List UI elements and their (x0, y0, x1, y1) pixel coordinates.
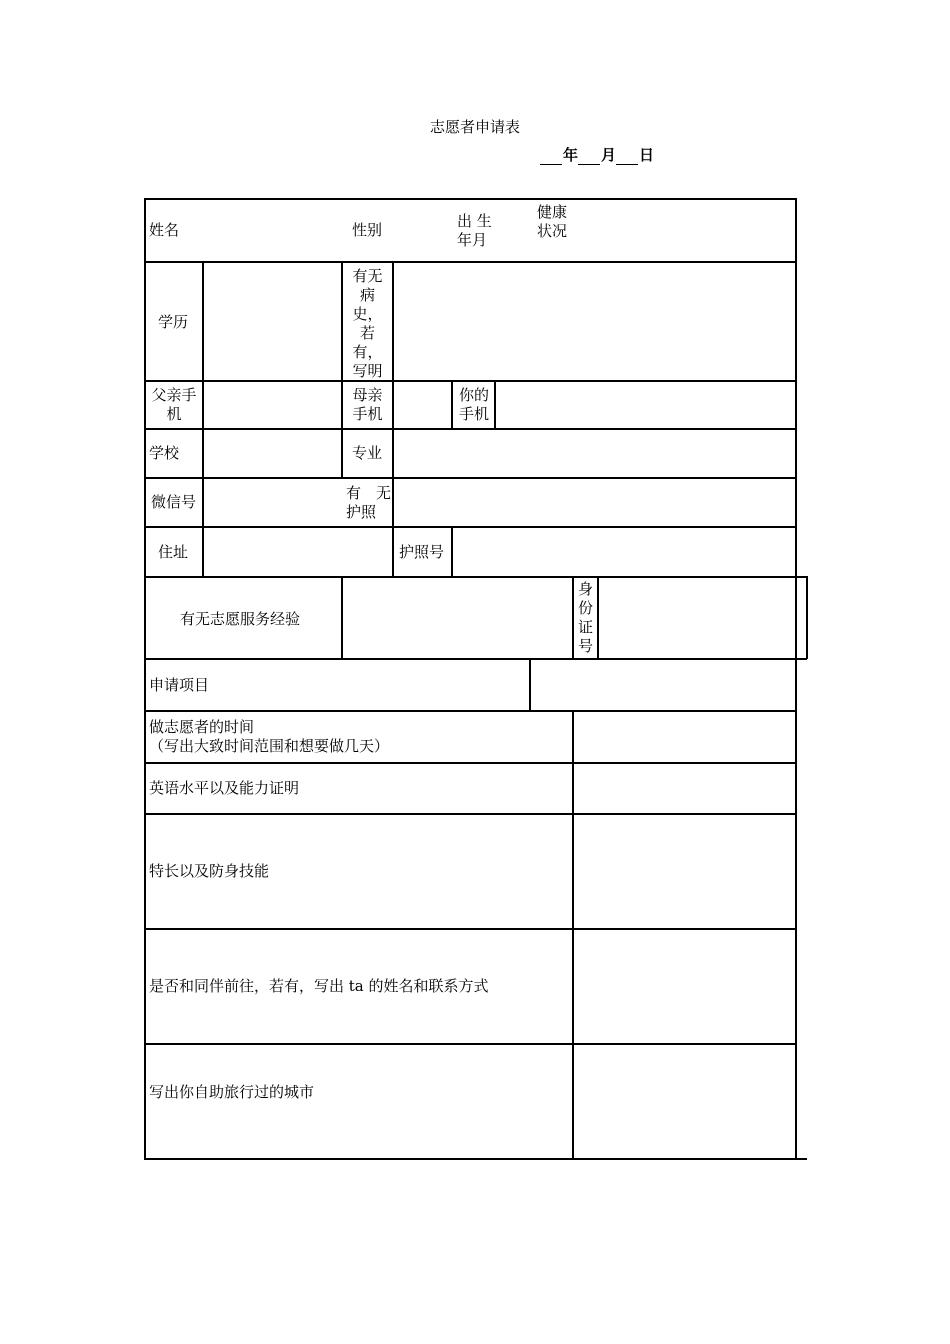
major-label: 专业 (352, 444, 383, 462)
header-tick (497, 261, 529, 263)
row-divider (144, 813, 797, 815)
row-divider (144, 477, 797, 479)
birth-label-line: 出 生 (457, 212, 492, 230)
medical-line: 有无 (352, 267, 383, 285)
mother-line: 手机 (352, 405, 383, 423)
father-line: 父亲手 (151, 386, 197, 404)
passport-has-line: 有 无 (346, 484, 392, 502)
education-label: 学历 (158, 313, 189, 331)
address-label: 住址 (158, 543, 189, 561)
passport-has-line: 护照 (346, 503, 377, 521)
col-divider (392, 526, 394, 577)
time-line: 做志愿者的时间 (149, 718, 255, 736)
id-line: 身 (577, 580, 593, 598)
table-border-top (144, 198, 797, 200)
col-divider (529, 658, 531, 711)
medical-line: 若 (359, 324, 375, 342)
row-divider (144, 428, 797, 430)
col-divider (806, 576, 808, 659)
col-divider (451, 526, 453, 577)
row-divider (144, 526, 797, 528)
row-divider (144, 658, 807, 660)
medical-line: 有， (352, 343, 383, 361)
form-title: 志愿者申请表 (429, 118, 520, 136)
col-divider (392, 261, 394, 527)
skills-label: 特长以及防身技能 (149, 862, 270, 880)
id-number-label (574, 580, 597, 656)
volunteer-time-label (149, 718, 389, 756)
birth-label (457, 212, 492, 250)
wechat-label: 微信号 (151, 493, 197, 511)
col-divider (597, 576, 599, 659)
row-divider (144, 576, 807, 578)
year-label: 年 (563, 146, 579, 164)
mother-line: 母亲 (352, 386, 383, 404)
table-border-right (795, 198, 797, 1160)
father-phone-label (146, 386, 202, 424)
id-line: 份 (577, 599, 593, 617)
col-divider (572, 710, 574, 1160)
birth-label-line: 年月 (457, 231, 488, 249)
row-divider (144, 380, 797, 382)
header-tick (533, 261, 571, 263)
header-tick (575, 261, 797, 263)
health-label (537, 203, 567, 241)
col-divider (341, 576, 343, 659)
health-label-line: 状况 (537, 222, 568, 240)
health-label-line: 健康 (537, 203, 568, 221)
col-divider (202, 261, 204, 577)
header-tick (453, 261, 493, 263)
col-divider (451, 380, 453, 429)
row-divider (144, 1043, 797, 1045)
row-divider (144, 710, 797, 712)
col-divider (494, 380, 496, 429)
cities-label: 写出你自助旅行过的城市 (149, 1083, 315, 1101)
day-label: 日 (639, 146, 655, 164)
project-label: 申请项目 (149, 676, 210, 694)
english-level-label: 英语水平以及能力证明 (149, 779, 300, 797)
name-label: 姓名 (149, 221, 180, 239)
school-label: 学校 (149, 444, 180, 462)
your-phone-label (459, 386, 489, 424)
companion-label: 是否和同伴前往，若有，写出 ta 的姓名和联系方式 (149, 977, 489, 995)
medical-line: 病 (359, 286, 375, 304)
table-border-bottom (144, 1158, 807, 1160)
id-line: 号 (577, 637, 593, 655)
row-divider (144, 928, 797, 930)
medical-line: 史， (352, 305, 383, 323)
gender-label: 性别 (352, 221, 383, 239)
volunteer-experience-label: 有无志愿服务经验 (180, 610, 301, 628)
time-line: （写出大致时间范围和想要做几天） (149, 737, 390, 755)
yours-line: 你的 (459, 386, 490, 404)
medical-history-label (343, 267, 392, 381)
row-divider (144, 762, 797, 764)
mother-phone-label (343, 386, 392, 424)
medical-line: 写明 (352, 362, 383, 380)
month-label: 月 (601, 146, 617, 164)
father-line: 机 (166, 405, 182, 423)
yours-line: 手机 (459, 405, 490, 423)
id-line: 证 (577, 618, 593, 636)
passport-number-label: 护照号 (399, 543, 445, 561)
table-border-left (144, 198, 146, 1160)
passport-has-label (346, 484, 391, 522)
